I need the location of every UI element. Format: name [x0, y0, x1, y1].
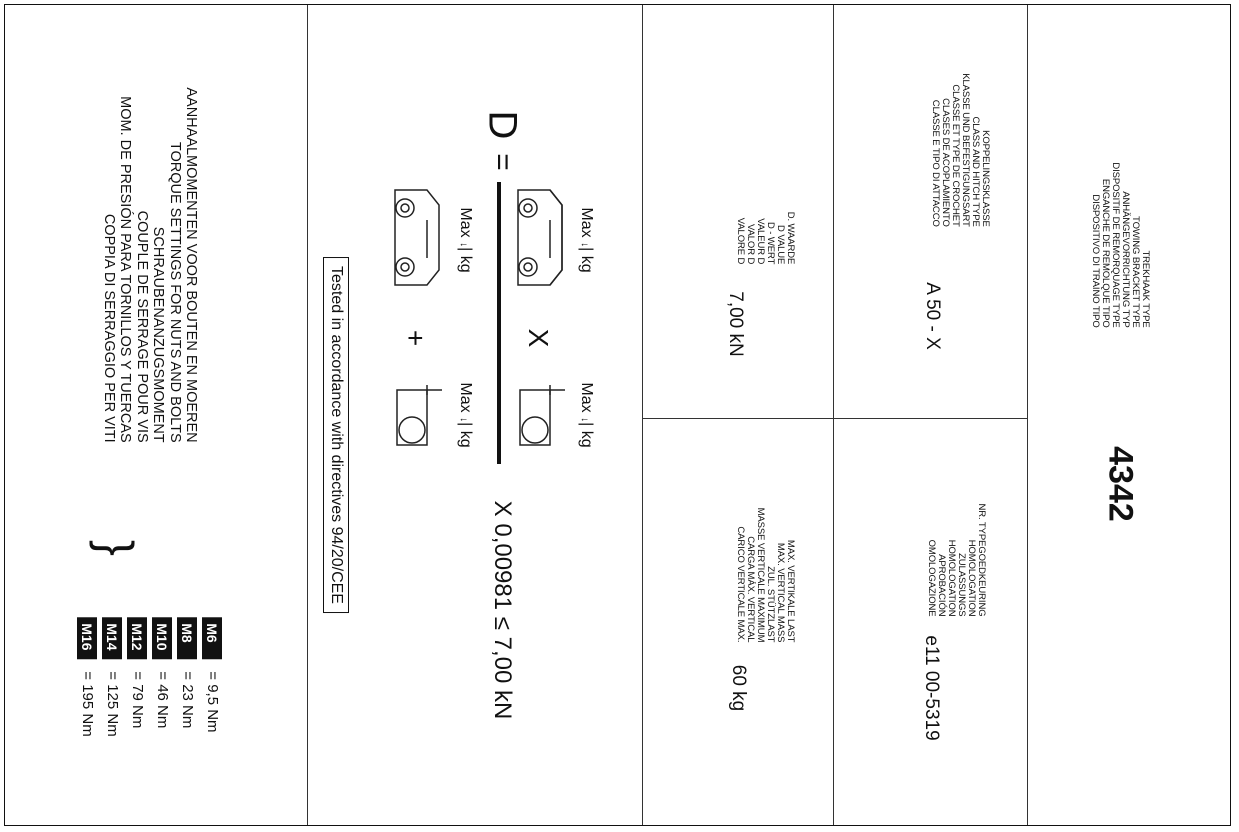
torque-row: M10 = 46 Nm: [150, 617, 175, 736]
torque-row: M12 = 79 Nm: [125, 617, 150, 736]
vertical-load-labels: MAX. VERTIKALE LAST MAX. VERTICAL MASS ZUL. STÜTZLAST MASSE VERTICALE MAXIMUM CARGA MÁX. VERTICAL CARICO VERTICALE MAX.: [735, 507, 796, 643]
torque-table: [75, 617, 225, 736]
max-kg-label-2: Max ↓| kg: [457, 207, 474, 273]
tested-directive: Tested in accordance with directives 94/20/CEE: [323, 257, 349, 613]
equals-sign: =: [486, 153, 519, 171]
homologation-labels: NR. TYPEGOEDKEURING HOMOLOGATION ZULASSUNGS HOMOLOGATION APROBACIÓN OMOLOGAZIONE: [926, 503, 987, 617]
torque-row: M6 = 9,5 Nm: [200, 617, 225, 736]
divider-class: [833, 5, 834, 825]
torque-row: M8 = 23 Nm: [175, 617, 200, 736]
class-value: A 50 - X: [922, 282, 943, 350]
divider-type: [1027, 5, 1028, 825]
divider-dvalue: [642, 5, 643, 825]
type-labels: TREKHAAK TYPE TOWING BRACKET TYPE ANHÄNGEVORRICHTUNG TYP DISPOSITIF DE REMORQUAGE TYPE ENGANCHE DE REMOLQUE TIPO DISPOSITIVO DI TRAINO TIPO: [1090, 162, 1151, 328]
dvalue-value: 7,00 kN: [725, 291, 746, 357]
brace-icon: }: [88, 539, 142, 557]
fraction-bar: [497, 182, 501, 464]
vertical-load-value: 60 kg: [728, 664, 749, 712]
torque-row: M16 = 195 Nm: [75, 617, 100, 736]
torque-row: M14 = 125 Nm: [100, 617, 125, 736]
type-number: 4342: [1101, 446, 1140, 522]
divider-mid: [642, 418, 1027, 419]
d-symbol: D: [480, 110, 525, 140]
homologation-value: e11 00-5319: [921, 635, 942, 741]
formula-result: X 0,00981 ≤ 7,00 kN: [489, 500, 516, 720]
divider-formula: [307, 5, 308, 825]
car-icon: [510, 180, 580, 295]
class-labels: KOPPELINGSKLASSE CLASS AND HITCH TYPE KLASSE UND BEFESTIGUNGSART CLASSE ET TYPE DE CROCHET CLASES DE ACOPLAMIENTO CLASSE E TIPO DI ATTACCO: [930, 73, 991, 227]
max-kg-label-1: Max ↓| kg: [578, 207, 595, 273]
times-sign: X: [523, 328, 554, 348]
torque-labels: AANHAALMOMENTEN VOOR BOUTEN EN MOEREN TORQUE SETTINGS FOR NUTS AND BOLTS SCHRAUBENANZUGSMOMENT COUPLE DE SERRAGE POUR VIS MOM. DE PRESIÓN PARA TORNILLOS Y TUERCAS COPPIA DI SERRAGGIO PER VITI: [101, 87, 200, 443]
plus-sign: +: [400, 329, 431, 347]
max-kg-label-3: Max ↓| kg: [578, 382, 595, 448]
trailer-icon: [510, 375, 580, 460]
car-icon: [387, 180, 457, 295]
trailer-icon: [387, 375, 457, 460]
dvalue-labels: D. WAARDE D VALUE D - WERT VALEUR D VALOR D VALORE D: [735, 211, 796, 265]
max-kg-label-4: Max ↓| kg: [457, 382, 474, 448]
